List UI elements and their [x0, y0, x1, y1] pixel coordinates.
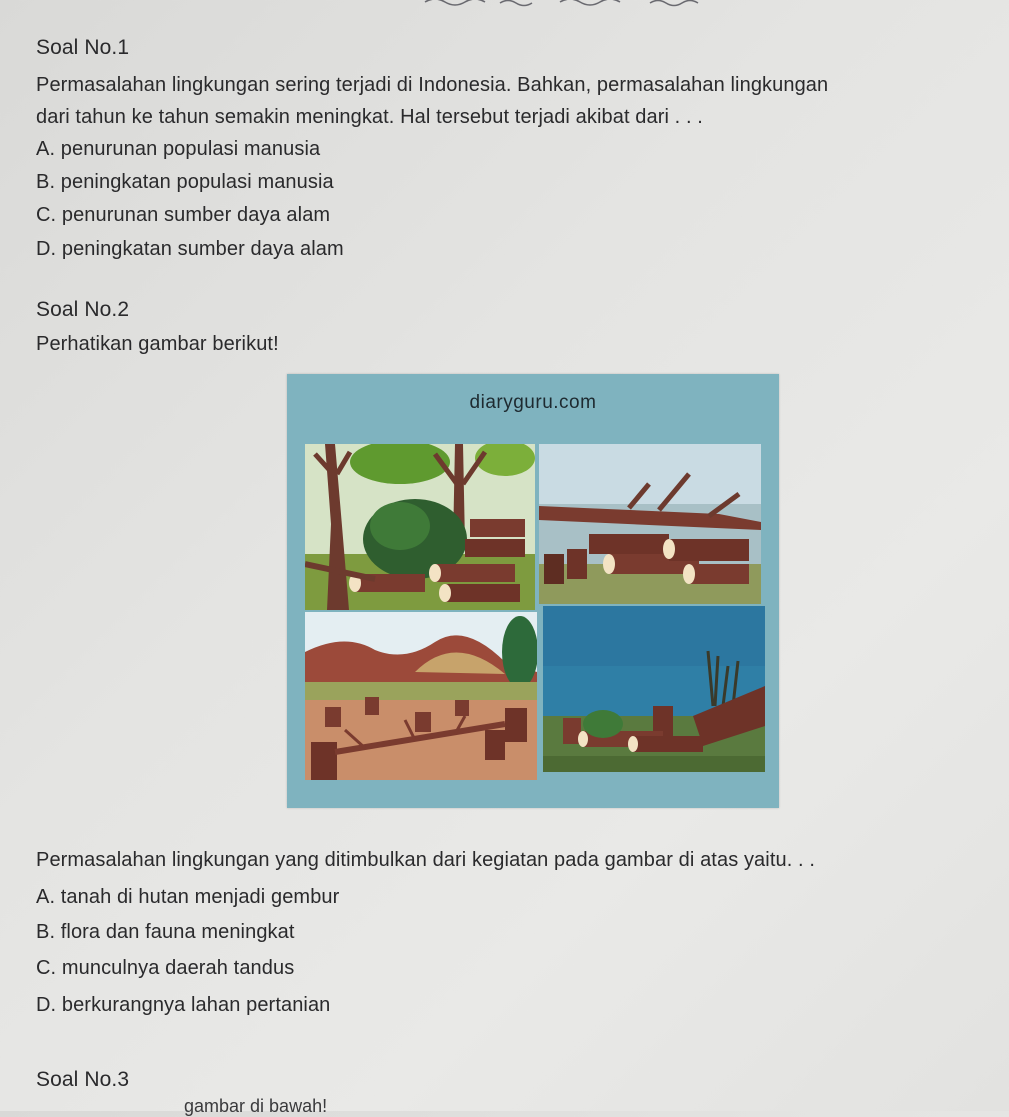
panel-fallen-tree-illustration — [539, 444, 761, 604]
top-handwriting-scribble — [420, 0, 720, 8]
panel-barren-stumps-illustration — [305, 612, 537, 780]
question-1-option-d: D. peningkatan sumber daya alam — [36, 238, 344, 260]
question-2-title: Soal No.2 — [36, 298, 130, 321]
question-2-option-d: D. berkurangnya lahan pertanian — [36, 994, 331, 1016]
question-2-option-c: C. munculnya daerah tandus — [36, 957, 295, 979]
figure-watermark: diaryguru.com — [469, 392, 597, 413]
question-1-option-c: C. penurunan sumber daya alam — [36, 204, 331, 226]
question-3-title: Soal No.3 — [36, 1068, 130, 1091]
question-1-option-a: A. penurunan populasi manusia — [36, 138, 321, 160]
question-2-option-a: A. tanah di hutan menjadi gembur — [36, 886, 340, 908]
panel-cut-forest-sky-illustration — [543, 606, 765, 772]
question-3-partial-line: gambar di bawah! — [184, 1096, 328, 1116]
deforestation-figure — [287, 374, 779, 808]
question-1-title: Soal No.1 — [36, 36, 130, 59]
question-2-stem: Permasalahan lingkungan yang ditimbulkan dari kegiatan pada gambar di atas yaitu. . . — [36, 849, 815, 871]
question-2-instruction: Perhatikan gambar berikut! — [36, 333, 279, 355]
panel-forest-logs-illustration — [305, 444, 535, 610]
question-1-stem-line-2: dari tahun ke tahun semakin meningkat. Hal tersebut terjadi akibat dari . . . — [36, 106, 703, 128]
question-1-stem-line-1: Permasalahan lingkungan sering terjadi di Indonesia. Bahkan, permasalahan lingkungan — [36, 74, 829, 96]
question-1-option-b: B. peningkatan populasi manusia — [36, 171, 334, 193]
question-2-option-b: B. flora dan fauna meningkat — [36, 921, 295, 943]
